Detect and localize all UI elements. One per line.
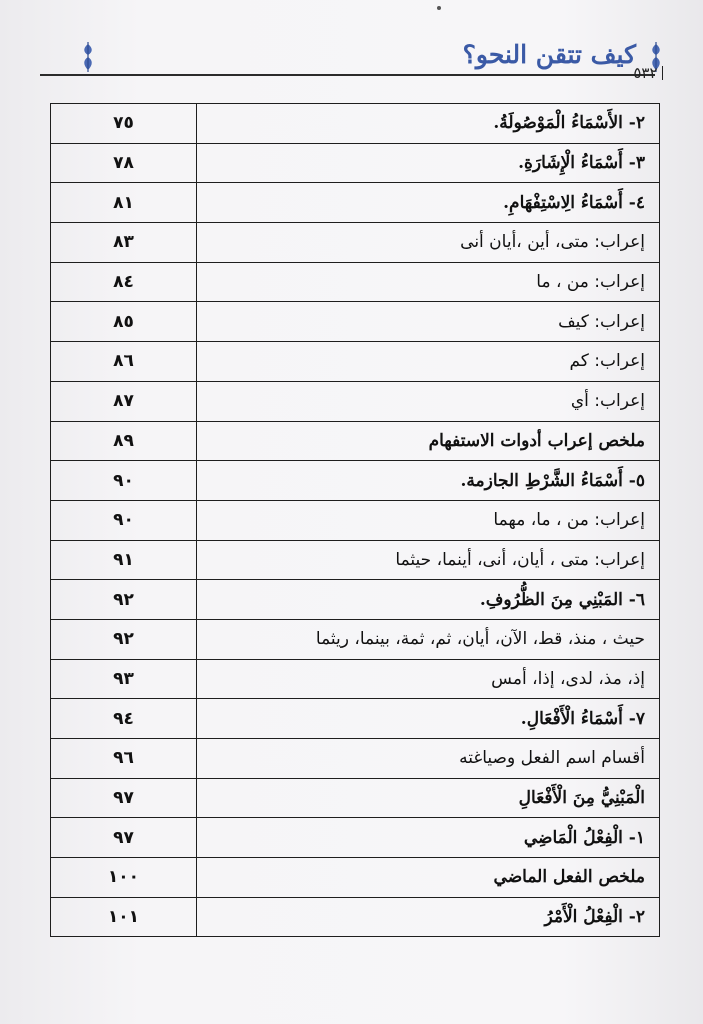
toc-title[interactable]: ملخص إعراب أدوات الاستفهام — [197, 421, 660, 461]
toc-page: ٩٦ — [51, 739, 197, 779]
table-row[interactable] — [51, 897, 660, 937]
toc-page: ١٠٠ — [51, 858, 197, 898]
table-row[interactable] — [51, 580, 660, 620]
toc-page: ٧٥ — [51, 104, 197, 144]
table-row[interactable] — [51, 421, 660, 461]
table-row[interactable] — [51, 302, 660, 342]
page-number-bar — [662, 66, 664, 80]
toc-page: ٨٤ — [51, 262, 197, 302]
page-header — [40, 38, 664, 88]
table-row[interactable] — [51, 619, 660, 659]
toc-title[interactable]: إعراب: متى، أين ،أيان أنى — [197, 223, 660, 263]
toc-title[interactable]: ٣- أَسْمَاءُ الْإِشَارَةِ. — [197, 143, 660, 183]
book-title: كيف تتقن النحو؟ — [462, 40, 636, 69]
toc-title[interactable]: إعراب: من ، ما، مهما — [197, 500, 660, 540]
table-row[interactable] — [51, 104, 660, 144]
toc-page: ٩٠ — [51, 461, 197, 501]
toc-page: ٨١ — [51, 183, 197, 223]
toc-page: ٩٠ — [51, 500, 197, 540]
toc-title[interactable]: ملخص الفعل الماضي — [197, 858, 660, 898]
toc-title[interactable]: ٤- أَسْمَاءُ الِاسْتِفْهَامِ. — [197, 183, 660, 223]
page-number-text: ٥٣٢ — [633, 64, 658, 82]
toc-page: ٩٣ — [51, 659, 197, 699]
table-row[interactable] — [51, 778, 660, 818]
table-row[interactable] — [51, 223, 660, 263]
page-number — [633, 64, 663, 82]
table-row[interactable] — [51, 183, 660, 223]
toc-page: ٨٧ — [51, 381, 197, 421]
toc-title[interactable]: إعراب: أي — [197, 381, 660, 421]
table-row[interactable] — [51, 500, 660, 540]
table-row[interactable] — [51, 461, 660, 501]
toc-page: ٨٥ — [51, 302, 197, 342]
toc-page: ٩٧ — [51, 818, 197, 858]
table-row[interactable] — [51, 818, 660, 858]
table-row[interactable] — [51, 659, 660, 699]
table-row[interactable] — [51, 699, 660, 739]
toc-title[interactable]: ٧- أَسْمَاءُ الْأَفْعَالِ. — [197, 699, 660, 739]
toc-title[interactable]: إعراب: متى ، أيان، أنى، أينما، حيثما — [197, 540, 660, 580]
toc-title[interactable]: حيث ، منذ، قط، الآن، أيان، ثم، ثمة، بينما، ريثما — [197, 619, 660, 659]
toc-title[interactable]: ١- الْفِعْلُ الْمَاضِي — [197, 818, 660, 858]
table-row[interactable] — [51, 381, 660, 421]
toc-page: ٩٢ — [51, 619, 197, 659]
toc-page: ٩١ — [51, 540, 197, 580]
toc-title[interactable]: إعراب: من ، ما — [197, 262, 660, 302]
table-row[interactable] — [51, 540, 660, 580]
toc-title[interactable]: ٢- الْفِعْلُ الْأَمْرُ — [197, 897, 660, 937]
toc-page: ٩٧ — [51, 778, 197, 818]
table-row[interactable] — [51, 858, 660, 898]
toc-page: ٨٩ — [51, 421, 197, 461]
toc-title[interactable]: إذ، مذ، لدى، إذا، أمس — [197, 659, 660, 699]
table-row[interactable] — [51, 143, 660, 183]
toc-title[interactable]: الْمَبْنِيُّ مِنَ الْأَفْعَالِ — [197, 778, 660, 818]
toc-page: ٨٦ — [51, 342, 197, 382]
toc-title[interactable]: إعراب: كيف — [197, 302, 660, 342]
table-row[interactable] — [51, 739, 660, 779]
toc-page: ٩٢ — [51, 580, 197, 620]
toc-title[interactable]: إعراب: كم — [197, 342, 660, 382]
toc-page: ٨٣ — [51, 223, 197, 263]
toc-title[interactable]: ٥- أَسْمَاءُ الشَّرْطِ الجازمة. — [197, 461, 660, 501]
floral-ornament-icon — [80, 42, 96, 72]
table-row[interactable] — [51, 342, 660, 382]
table-row[interactable] — [51, 262, 660, 302]
toc-page: ٧٨ — [51, 143, 197, 183]
toc-title[interactable]: ٦- المَبْنِي مِنَ الظُّرُوفِ. — [197, 580, 660, 620]
toc-page: ١٠١ — [51, 897, 197, 937]
toc-table — [50, 103, 660, 937]
toc-title[interactable]: أقسام اسم الفعل وصياغته — [197, 739, 660, 779]
page-speck — [437, 6, 441, 10]
toc-page: ٩٤ — [51, 699, 197, 739]
header-rule — [40, 74, 655, 76]
toc-title[interactable]: ٢- الأَسْمَاءُ الْمَوْصُولَةُ. — [197, 104, 660, 144]
